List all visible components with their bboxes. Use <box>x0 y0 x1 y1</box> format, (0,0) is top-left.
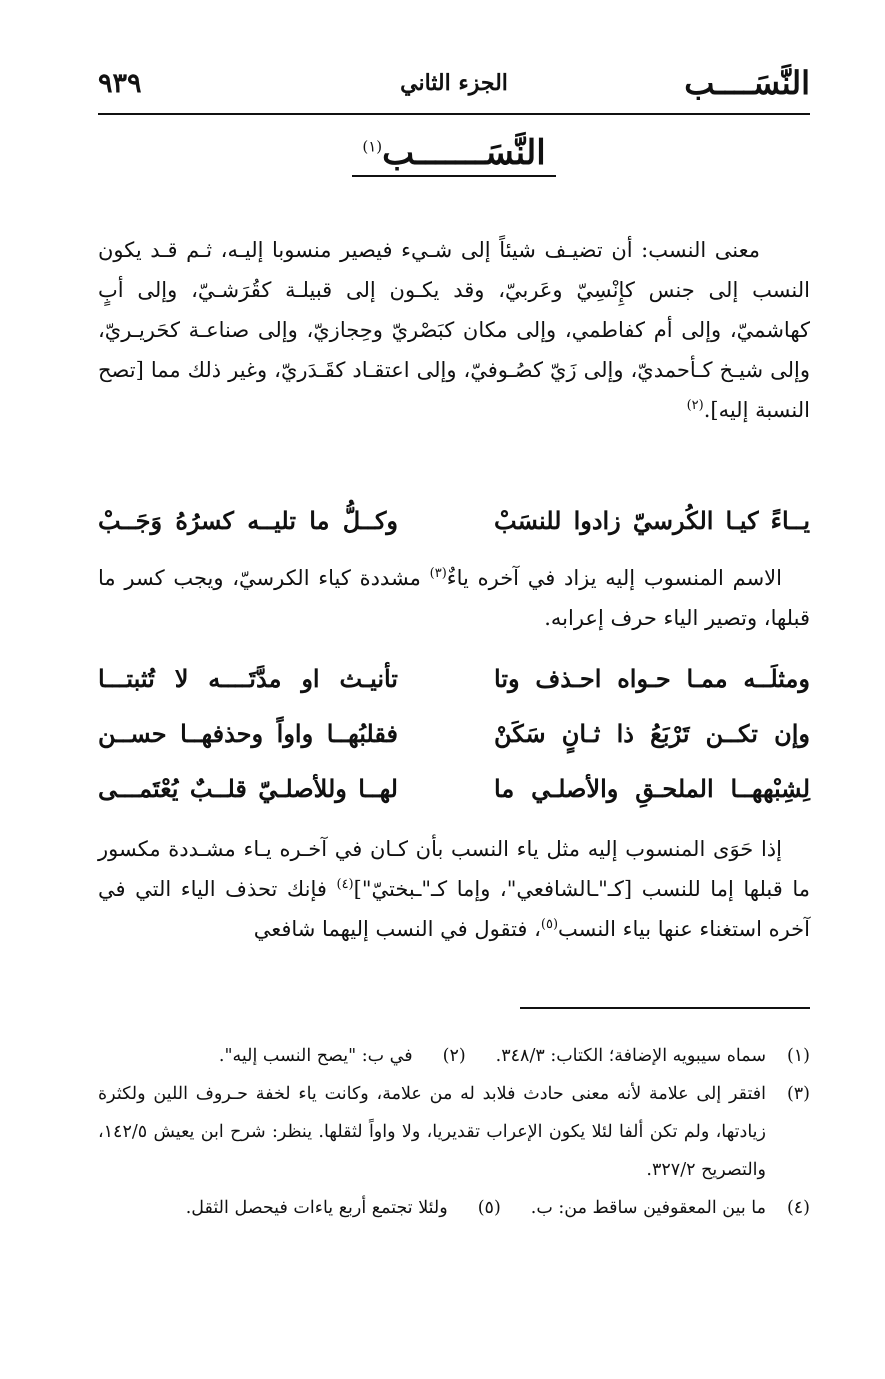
header-rule <box>98 113 810 115</box>
page-number: ٩٣٩ <box>98 68 142 99</box>
paragraph-2 <box>98 558 810 638</box>
running-header <box>98 62 810 110</box>
verse-2-hemistich-2: تأنيـث او مدَّتَــــه لا تُثبتـــا <box>98 664 398 693</box>
verse-1-hemistich-1: يــاءً كيـا الكُرسيّ زادوا للنسَبْ <box>494 506 810 535</box>
footnote-number-b: (٥) <box>477 1198 501 1218</box>
footnote-ref: (٢) <box>686 398 704 413</box>
footnote-text-b: في ب: "يصح النسب إليه". <box>218 1046 413 1066</box>
paragraph-1-text: معنى النسب: أن تضيـف شيئاً إلى شـيء فيصير منسوبا إليـه، ثـم قـد يكون النسب إلى جنس كإِنْسِيّ وعَربيّ، وقد يكـون إلى قبيلـة كقُرَشـيّ، وإلى أبٍ كهاشميّ، وإلى أم كفاطمي، وإلى مكان كبَصْريّ وحِجازيّ، وإلى صناعـة كحَريـريّ، وإلى شيـخ كـأحمديّ، وإلى زَيّ كصُـوفيّ، وإلى اعتقـاد كقَـدَريّ، وغير ذلك مما [تصح النسبة إليه]. <box>98 238 810 422</box>
verse-2-hemistich-1: ومثلَــه ممـا حـواه احـذف وتا <box>494 664 810 693</box>
chapter-title: النَّسَــــب <box>684 64 810 102</box>
section-title-text: النَّسَـــــــب <box>382 133 546 173</box>
paragraph-2-text-before: الاسم المنسوب إليه يزاد في آخره ياءٌ <box>446 566 782 590</box>
paragraph-3-text-after: ، فتقول في النسب إليهما شافعي <box>253 917 541 941</box>
paragraph-3-text-before: إذا حَوَى المنسوب إليه مثل ياء النسب بأن كـان في آخـره يـاء مشـددة مكسور ما قبلها إما للنسب [كـ"ـالشافعي"، وإما كـ"ـبختيّ"] <box>98 837 810 901</box>
part-label: الجزء الثاني <box>400 70 508 96</box>
verse-3-hemistich-2: فقلبُهــا واواً وحذفهــا حســن <box>98 719 398 748</box>
footnote-text <box>98 1189 766 1227</box>
verse-1-hemistich-2: وكــلُّ ما تليــه كسرُهُ وَجَــبْ <box>98 506 398 535</box>
footnote-number: (٣) <box>786 1084 810 1104</box>
section-title <box>352 133 555 177</box>
footnote-ref: (٤) <box>336 877 354 892</box>
verse-3-hemistich-1: وإن تكــن تَرْبَعُ ذا ثـانٍ سَكَنْ <box>494 719 810 748</box>
footnote-text: افتقر إلى علامة لأنه معنى حادث فلابد له من علامة، وكانت ياء لخفة حـروف اللين ولكثرة زيادتها، ولم تكن ألفا لئلا يكون الإعراب تقديريا، ولا واواً لثقلها. ينظر: شرح ابن يعيش ١٤٢/٥، والتصريح ٣٢٧/٢. <box>98 1084 766 1180</box>
footnote-ref: (١) <box>362 137 383 156</box>
footnote-separator <box>520 1007 810 1009</box>
footnote-ref: (٣) <box>429 566 447 581</box>
verse-2 <box>98 664 810 704</box>
paragraph-1 <box>98 230 810 430</box>
footnote-number: (٤) <box>786 1198 810 1218</box>
verse-4 <box>98 774 810 814</box>
footnote-item <box>98 1037 810 1075</box>
footnote-item <box>98 1075 810 1189</box>
footnote-text <box>98 1037 766 1075</box>
footnote-number: (١) <box>786 1046 810 1066</box>
footnote-ref: (٥) <box>540 917 559 932</box>
footnote-item <box>98 1189 810 1227</box>
verse-3 <box>98 719 810 759</box>
footnote-text-a: سماه سيبويه الإضافة؛ الكتاب: ٣٤٨/٣. <box>495 1046 766 1066</box>
verse-4-hemistich-1: لِشِبْههــا الملحـقِ والأصلـي ما <box>494 774 810 803</box>
paragraph-2-text-after: مشددة كياء الكرسيّ، ويجب كسر ما قبلها، وتصير الياء حرف إعرابه. <box>98 566 810 630</box>
footnotes <box>98 1037 810 1227</box>
footnote-text-a: ما بين المعقوفين ساقط من: ب. <box>530 1198 766 1218</box>
paragraph-3 <box>98 829 810 949</box>
footnote-text-b: ولئلا تجتمع أربع ياءات فيحصل الثقل. <box>185 1198 448 1218</box>
book-page <box>98 0 810 1379</box>
verse-4-hemistich-2: لهــا وللأصلـيّ قلــبٌ يُعْتَمـــى <box>98 774 398 803</box>
footnote-number-b: (٢) <box>442 1046 466 1066</box>
section-heading <box>98 133 810 177</box>
verse-1 <box>98 506 810 546</box>
paragraph-3-text-middle: فإنك تحذف الياء التي في آخره استغناء عنها بياء النسب <box>98 877 810 941</box>
